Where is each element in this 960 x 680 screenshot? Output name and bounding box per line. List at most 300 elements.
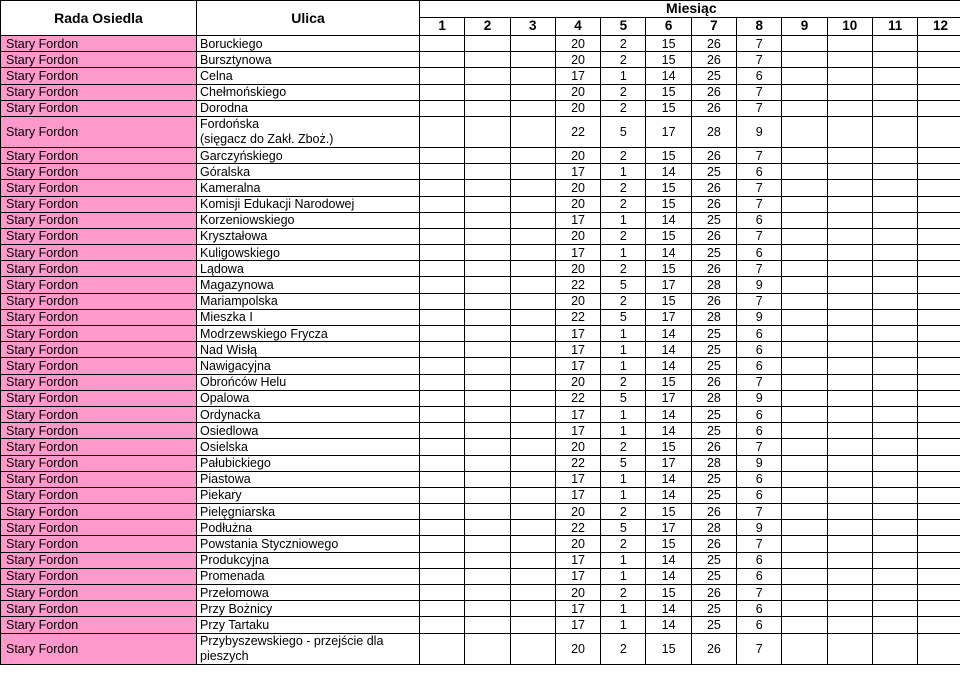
table-row [1, 261, 960, 277]
month-11-cell [872, 504, 917, 520]
month-2-cell [465, 552, 510, 568]
month-8-cell: 7 [737, 147, 782, 163]
month-6-cell: 14 [646, 164, 691, 180]
month-3-cell [510, 406, 555, 422]
month-7-cell: 25 [691, 617, 736, 633]
month-5-cell: 1 [601, 487, 646, 503]
month-7-cell: 28 [691, 277, 736, 293]
month-7-cell: 26 [691, 504, 736, 520]
header-month-12: 12 [918, 17, 960, 35]
month-12-cell [918, 100, 960, 116]
table-row [1, 212, 960, 228]
month-2-cell [465, 520, 510, 536]
month-8-cell: 7 [737, 261, 782, 277]
month-1-cell [420, 309, 465, 325]
month-4-cell: 17 [555, 423, 600, 439]
month-3-cell [510, 423, 555, 439]
month-9-cell [782, 406, 827, 422]
month-8-cell: 6 [737, 617, 782, 633]
month-10-cell [827, 196, 872, 212]
month-1-cell [420, 84, 465, 100]
month-6-cell: 15 [646, 439, 691, 455]
month-2-cell [465, 358, 510, 374]
month-12-cell [918, 487, 960, 503]
ulica-cell: Kameralna [197, 180, 420, 196]
month-11-cell [872, 212, 917, 228]
rada-cell: Stary Fordon [1, 390, 197, 406]
month-7-cell: 25 [691, 568, 736, 584]
month-6-cell: 15 [646, 504, 691, 520]
month-3-cell [510, 116, 555, 147]
ulica-cell: Przybyszewskiego - przejście dla pieszych [197, 633, 420, 664]
month-12-cell [918, 116, 960, 147]
month-6-cell: 14 [646, 552, 691, 568]
table-row [1, 423, 960, 439]
ulica-cell: Komisji Edukacji Narodowej [197, 196, 420, 212]
month-6-cell: 15 [646, 261, 691, 277]
month-8-cell: 6 [737, 601, 782, 617]
table-row [1, 471, 960, 487]
month-3-cell [510, 52, 555, 68]
month-5-cell: 1 [601, 68, 646, 84]
month-2-cell [465, 180, 510, 196]
month-10-cell [827, 552, 872, 568]
month-10-cell [827, 439, 872, 455]
month-5-cell: 2 [601, 504, 646, 520]
month-11-cell [872, 245, 917, 261]
month-8-cell: 7 [737, 374, 782, 390]
month-7-cell: 25 [691, 552, 736, 568]
month-11-cell [872, 568, 917, 584]
month-6-cell: 14 [646, 342, 691, 358]
month-5-cell: 5 [601, 520, 646, 536]
month-4-cell: 20 [555, 36, 600, 52]
month-1-cell [420, 536, 465, 552]
month-5-cell: 2 [601, 536, 646, 552]
month-12-cell [918, 228, 960, 244]
ulica-cell: Nad Wisłą [197, 342, 420, 358]
month-5-cell: 1 [601, 423, 646, 439]
rada-cell: Stary Fordon [1, 536, 197, 552]
month-5-cell: 1 [601, 164, 646, 180]
month-3-cell [510, 520, 555, 536]
ulica-line-2: (sięgacz do Zakł. Zboż.) [200, 131, 334, 146]
rada-cell: Stary Fordon [1, 293, 197, 309]
month-7-cell: 26 [691, 633, 736, 664]
rada-cell: Stary Fordon [1, 633, 197, 664]
month-4-cell: 20 [555, 196, 600, 212]
month-11-cell [872, 68, 917, 84]
month-1-cell [420, 358, 465, 374]
month-5-cell: 2 [601, 100, 646, 116]
month-3-cell [510, 358, 555, 374]
month-10-cell [827, 617, 872, 633]
month-5-cell: 1 [601, 601, 646, 617]
month-2-cell [465, 164, 510, 180]
month-7-cell: 26 [691, 100, 736, 116]
month-10-cell [827, 390, 872, 406]
month-4-cell: 17 [555, 552, 600, 568]
month-1-cell [420, 552, 465, 568]
rada-cell: Stary Fordon [1, 100, 197, 116]
month-7-cell: 25 [691, 326, 736, 342]
month-7-cell: 26 [691, 585, 736, 601]
month-11-cell [872, 423, 917, 439]
month-3-cell [510, 309, 555, 325]
month-12-cell [918, 196, 960, 212]
month-10-cell [827, 261, 872, 277]
month-2-cell [465, 261, 510, 277]
month-9-cell [782, 504, 827, 520]
month-9-cell [782, 471, 827, 487]
month-5-cell: 1 [601, 406, 646, 422]
month-1-cell [420, 52, 465, 68]
month-11-cell [872, 147, 917, 163]
month-11-cell [872, 164, 917, 180]
month-6-cell: 14 [646, 568, 691, 584]
month-9-cell [782, 617, 827, 633]
month-6-cell: 14 [646, 326, 691, 342]
month-2-cell [465, 601, 510, 617]
month-1-cell [420, 390, 465, 406]
month-12-cell [918, 84, 960, 100]
month-11-cell [872, 277, 917, 293]
month-9-cell [782, 326, 827, 342]
month-3-cell [510, 196, 555, 212]
rada-cell: Stary Fordon [1, 504, 197, 520]
month-5-cell: 2 [601, 52, 646, 68]
month-12-cell [918, 374, 960, 390]
month-5-cell: 5 [601, 309, 646, 325]
month-10-cell [827, 585, 872, 601]
header-ulica: Ulica [197, 1, 420, 36]
month-8-cell: 7 [737, 633, 782, 664]
month-8-cell: 7 [737, 504, 782, 520]
month-10-cell [827, 164, 872, 180]
ulica-cell: Osielska [197, 439, 420, 455]
month-12-cell [918, 358, 960, 374]
month-10-cell [827, 228, 872, 244]
month-4-cell: 20 [555, 633, 600, 664]
table-row [1, 196, 960, 212]
month-9-cell [782, 455, 827, 471]
table-row [1, 309, 960, 325]
month-8-cell: 7 [737, 293, 782, 309]
month-10-cell [827, 568, 872, 584]
table-row [1, 116, 960, 147]
month-8-cell: 7 [737, 585, 782, 601]
month-2-cell [465, 52, 510, 68]
month-9-cell [782, 52, 827, 68]
month-11-cell [872, 228, 917, 244]
month-12-cell [918, 601, 960, 617]
month-11-cell [872, 390, 917, 406]
rada-cell: Stary Fordon [1, 471, 197, 487]
month-4-cell: 20 [555, 536, 600, 552]
rada-cell: Stary Fordon [1, 68, 197, 84]
rada-cell: Stary Fordon [1, 423, 197, 439]
month-1-cell [420, 406, 465, 422]
month-4-cell: 22 [555, 390, 600, 406]
month-3-cell [510, 568, 555, 584]
month-8-cell: 6 [737, 342, 782, 358]
month-10-cell [827, 358, 872, 374]
month-1-cell [420, 601, 465, 617]
month-10-cell [827, 455, 872, 471]
month-9-cell [782, 164, 827, 180]
month-9-cell [782, 36, 827, 52]
month-10-cell [827, 423, 872, 439]
header-month-6: 6 [646, 17, 691, 35]
month-4-cell: 22 [555, 277, 600, 293]
ulica-cell: Magazynowa [197, 277, 420, 293]
month-8-cell: 6 [737, 568, 782, 584]
month-6-cell: 15 [646, 147, 691, 163]
month-2-cell [465, 277, 510, 293]
month-6-cell: 15 [646, 180, 691, 196]
month-9-cell [782, 374, 827, 390]
month-12-cell [918, 617, 960, 633]
month-1-cell [420, 504, 465, 520]
table-row [1, 568, 960, 584]
month-4-cell: 22 [555, 520, 600, 536]
month-7-cell: 25 [691, 212, 736, 228]
month-7-cell: 28 [691, 309, 736, 325]
month-12-cell [918, 261, 960, 277]
month-6-cell: 17 [646, 277, 691, 293]
month-2-cell [465, 504, 510, 520]
month-10-cell [827, 487, 872, 503]
month-6-cell: 14 [646, 601, 691, 617]
month-5-cell: 1 [601, 617, 646, 633]
rada-cell: Stary Fordon [1, 617, 197, 633]
month-5-cell: 1 [601, 358, 646, 374]
ulica-cell: Korzeniowskiego [197, 212, 420, 228]
month-10-cell [827, 36, 872, 52]
header-month-9: 9 [782, 17, 827, 35]
month-3-cell [510, 617, 555, 633]
month-6-cell: 17 [646, 309, 691, 325]
month-3-cell [510, 212, 555, 228]
table-row [1, 293, 960, 309]
month-12-cell [918, 326, 960, 342]
month-11-cell [872, 326, 917, 342]
month-8-cell: 6 [737, 423, 782, 439]
month-11-cell [872, 100, 917, 116]
month-7-cell: 25 [691, 471, 736, 487]
month-7-cell: 26 [691, 196, 736, 212]
month-4-cell: 17 [555, 164, 600, 180]
month-3-cell [510, 180, 555, 196]
rada-cell: Stary Fordon [1, 439, 197, 455]
month-2-cell [465, 374, 510, 390]
table-row [1, 504, 960, 520]
month-3-cell [510, 504, 555, 520]
ulica-cell: Przełomowa [197, 585, 420, 601]
month-8-cell: 7 [737, 52, 782, 68]
month-5-cell: 5 [601, 116, 646, 147]
rada-cell: Stary Fordon [1, 147, 197, 163]
month-10-cell [827, 147, 872, 163]
month-10-cell [827, 406, 872, 422]
month-7-cell: 25 [691, 601, 736, 617]
month-6-cell: 17 [646, 520, 691, 536]
month-11-cell [872, 84, 917, 100]
month-1-cell [420, 487, 465, 503]
month-8-cell: 7 [737, 228, 782, 244]
month-7-cell: 26 [691, 228, 736, 244]
month-11-cell [872, 536, 917, 552]
month-11-cell [872, 601, 917, 617]
month-2-cell [465, 212, 510, 228]
month-6-cell: 15 [646, 536, 691, 552]
month-10-cell [827, 116, 872, 147]
month-4-cell: 17 [555, 326, 600, 342]
month-1-cell [420, 147, 465, 163]
month-3-cell [510, 277, 555, 293]
month-2-cell [465, 326, 510, 342]
month-11-cell [872, 487, 917, 503]
month-2-cell [465, 585, 510, 601]
month-12-cell [918, 309, 960, 325]
month-8-cell: 7 [737, 84, 782, 100]
month-3-cell [510, 68, 555, 84]
rada-cell: Stary Fordon [1, 552, 197, 568]
month-8-cell: 7 [737, 36, 782, 52]
table-row [1, 52, 960, 68]
month-4-cell: 20 [555, 585, 600, 601]
table-row [1, 536, 960, 552]
month-3-cell [510, 374, 555, 390]
month-10-cell [827, 326, 872, 342]
month-12-cell [918, 180, 960, 196]
month-9-cell [782, 196, 827, 212]
month-1-cell [420, 36, 465, 52]
month-4-cell: 17 [555, 245, 600, 261]
rada-cell: Stary Fordon [1, 455, 197, 471]
month-9-cell [782, 390, 827, 406]
month-5-cell: 1 [601, 568, 646, 584]
month-9-cell [782, 100, 827, 116]
month-9-cell [782, 245, 827, 261]
month-1-cell [420, 196, 465, 212]
month-3-cell [510, 455, 555, 471]
month-11-cell [872, 471, 917, 487]
month-12-cell [918, 439, 960, 455]
month-11-cell [872, 342, 917, 358]
ulica-cell: Powstania Styczniowego [197, 536, 420, 552]
month-10-cell [827, 536, 872, 552]
ulica-cell: Góralska [197, 164, 420, 180]
month-4-cell: 20 [555, 52, 600, 68]
month-1-cell [420, 617, 465, 633]
month-6-cell: 15 [646, 374, 691, 390]
month-3-cell [510, 293, 555, 309]
month-2-cell [465, 68, 510, 84]
table-row [1, 487, 960, 503]
rada-cell: Stary Fordon [1, 212, 197, 228]
month-2-cell [465, 455, 510, 471]
month-6-cell: 15 [646, 633, 691, 664]
ulica-cell: Pałubickiego [197, 455, 420, 471]
month-2-cell [465, 342, 510, 358]
month-10-cell [827, 68, 872, 84]
month-5-cell: 1 [601, 342, 646, 358]
month-9-cell [782, 487, 827, 503]
month-3-cell [510, 147, 555, 163]
month-12-cell [918, 277, 960, 293]
rada-cell: Stary Fordon [1, 261, 197, 277]
month-6-cell: 15 [646, 36, 691, 52]
month-6-cell: 14 [646, 487, 691, 503]
month-9-cell [782, 84, 827, 100]
month-12-cell [918, 147, 960, 163]
month-10-cell [827, 471, 872, 487]
month-1-cell [420, 423, 465, 439]
month-7-cell: 25 [691, 68, 736, 84]
month-2-cell [465, 293, 510, 309]
ulica-cell: Osiedlowa [197, 423, 420, 439]
month-7-cell: 26 [691, 180, 736, 196]
month-3-cell [510, 326, 555, 342]
header-month-5: 5 [601, 17, 646, 35]
month-7-cell: 26 [691, 36, 736, 52]
rada-cell: Stary Fordon [1, 164, 197, 180]
month-7-cell: 26 [691, 293, 736, 309]
month-9-cell [782, 342, 827, 358]
ulica-cell [197, 116, 420, 147]
rada-cell: Stary Fordon [1, 309, 197, 325]
month-8-cell: 6 [737, 552, 782, 568]
header-rada: Rada Osiedla [1, 1, 197, 36]
ulica-cell: Piastowa [197, 471, 420, 487]
month-10-cell [827, 277, 872, 293]
table-row [1, 100, 960, 116]
rada-cell: Stary Fordon [1, 277, 197, 293]
month-1-cell [420, 116, 465, 147]
ulica-cell: Produkcyjna [197, 552, 420, 568]
month-6-cell: 14 [646, 617, 691, 633]
month-3-cell [510, 633, 555, 664]
month-1-cell [420, 439, 465, 455]
table-row [1, 228, 960, 244]
table-row [1, 374, 960, 390]
month-12-cell [918, 293, 960, 309]
month-1-cell [420, 520, 465, 536]
table-row [1, 245, 960, 261]
month-3-cell [510, 84, 555, 100]
month-7-cell: 26 [691, 261, 736, 277]
month-1-cell [420, 100, 465, 116]
month-2-cell [465, 471, 510, 487]
month-4-cell: 20 [555, 261, 600, 277]
month-5-cell: 2 [601, 84, 646, 100]
month-1-cell [420, 180, 465, 196]
month-5-cell: 2 [601, 439, 646, 455]
month-12-cell [918, 455, 960, 471]
month-2-cell [465, 84, 510, 100]
month-9-cell [782, 68, 827, 84]
ulica-cell: Boruckiego [197, 36, 420, 52]
month-10-cell [827, 504, 872, 520]
month-8-cell: 6 [737, 406, 782, 422]
month-6-cell: 15 [646, 196, 691, 212]
month-5-cell: 2 [601, 261, 646, 277]
month-11-cell [872, 406, 917, 422]
month-5-cell: 1 [601, 326, 646, 342]
ulica-line-1: Fordońska [200, 116, 260, 131]
month-6-cell: 14 [646, 406, 691, 422]
